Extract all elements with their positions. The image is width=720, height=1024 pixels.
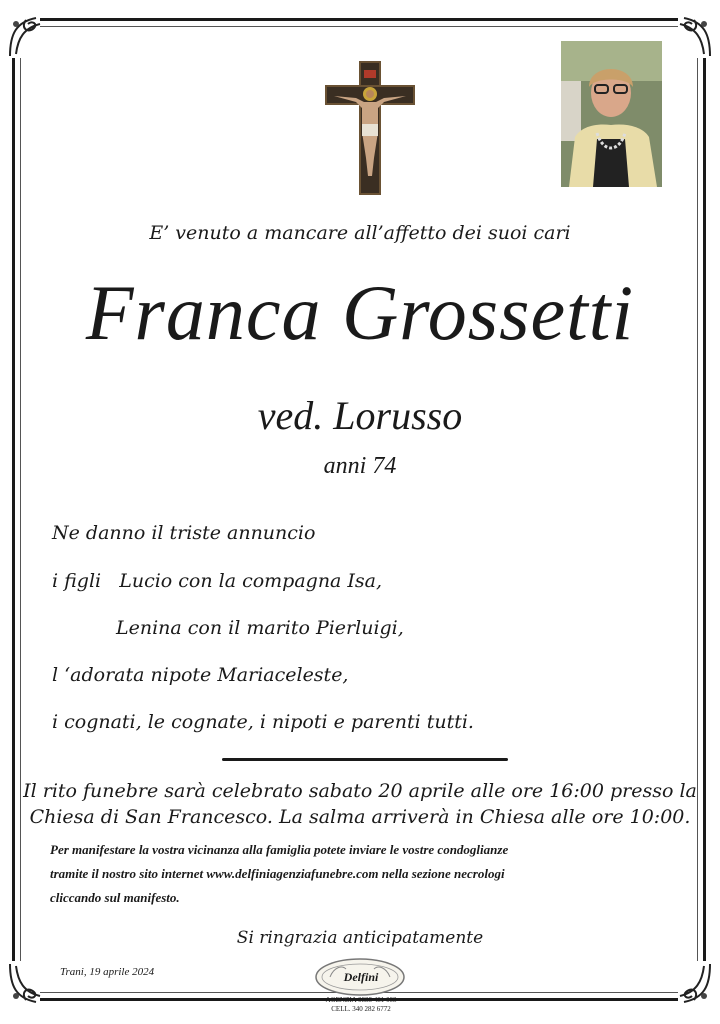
place-date: Trani, 19 aprile 2024 (60, 966, 155, 978)
intro-text: E’ venuto a mancare all’affetto dei suoi cari (149, 222, 571, 244)
corner-ornament-icon (668, 960, 714, 1006)
married-name: ved. Lorusso (257, 393, 463, 438)
corner-ornament-icon (668, 14, 714, 60)
deceased-name: Franca Grossetti (85, 269, 635, 356)
frame-top-line (40, 18, 678, 21)
announcement-line: Ne danno il triste annuncio (52, 522, 316, 544)
rite-line: Chiesa di San Francesco. La salma arriverà in Chiesa alle ore 10:00. (29, 806, 691, 828)
thanks-text: Si ringrazia anticipatamente (236, 928, 484, 948)
notice-line: Per manifestare la vostra vicinanza alla famiglia potete inviare le vostre condoglianze (50, 842, 509, 857)
frame-top-inner-line (40, 26, 678, 27)
rite-line: Il rito funebre sarà celebrato sabato 20 aprile alle ore 16:00 presso la (23, 780, 697, 802)
agency-brand: Delfini (343, 970, 379, 984)
deceased-photo (561, 41, 662, 187)
relatives-line: i cognati, le cognate, i nipoti e parenti tutti. (52, 711, 474, 733)
divider (222, 758, 508, 761)
notice-line[interactable]: tramite il nostro sito internet www.delfiniagenziafunebre.com nella sezione necrologi (50, 866, 505, 881)
corner-ornament-icon (6, 960, 52, 1006)
granddaughter-line: l ‘adorata nipote Mariaceleste, (52, 664, 349, 686)
rite-text (0, 778, 720, 830)
notice-line: cliccando sul manifesto. (50, 890, 180, 905)
corner-ornament-icon (6, 14, 52, 60)
deceased-age: anni 74 (323, 453, 397, 479)
agency-cell: CELL. 340 282 6772 (331, 1005, 391, 1013)
condolence-notice (50, 838, 680, 910)
crucifix-icon (320, 58, 420, 198)
children-line: i figli Lucio con la compagna Isa, (52, 570, 383, 592)
children-line-2: Lenina con il marito Pierluigi, (116, 617, 404, 639)
agency-phone: AGENZIA 0883 481 608 (325, 996, 397, 1004)
